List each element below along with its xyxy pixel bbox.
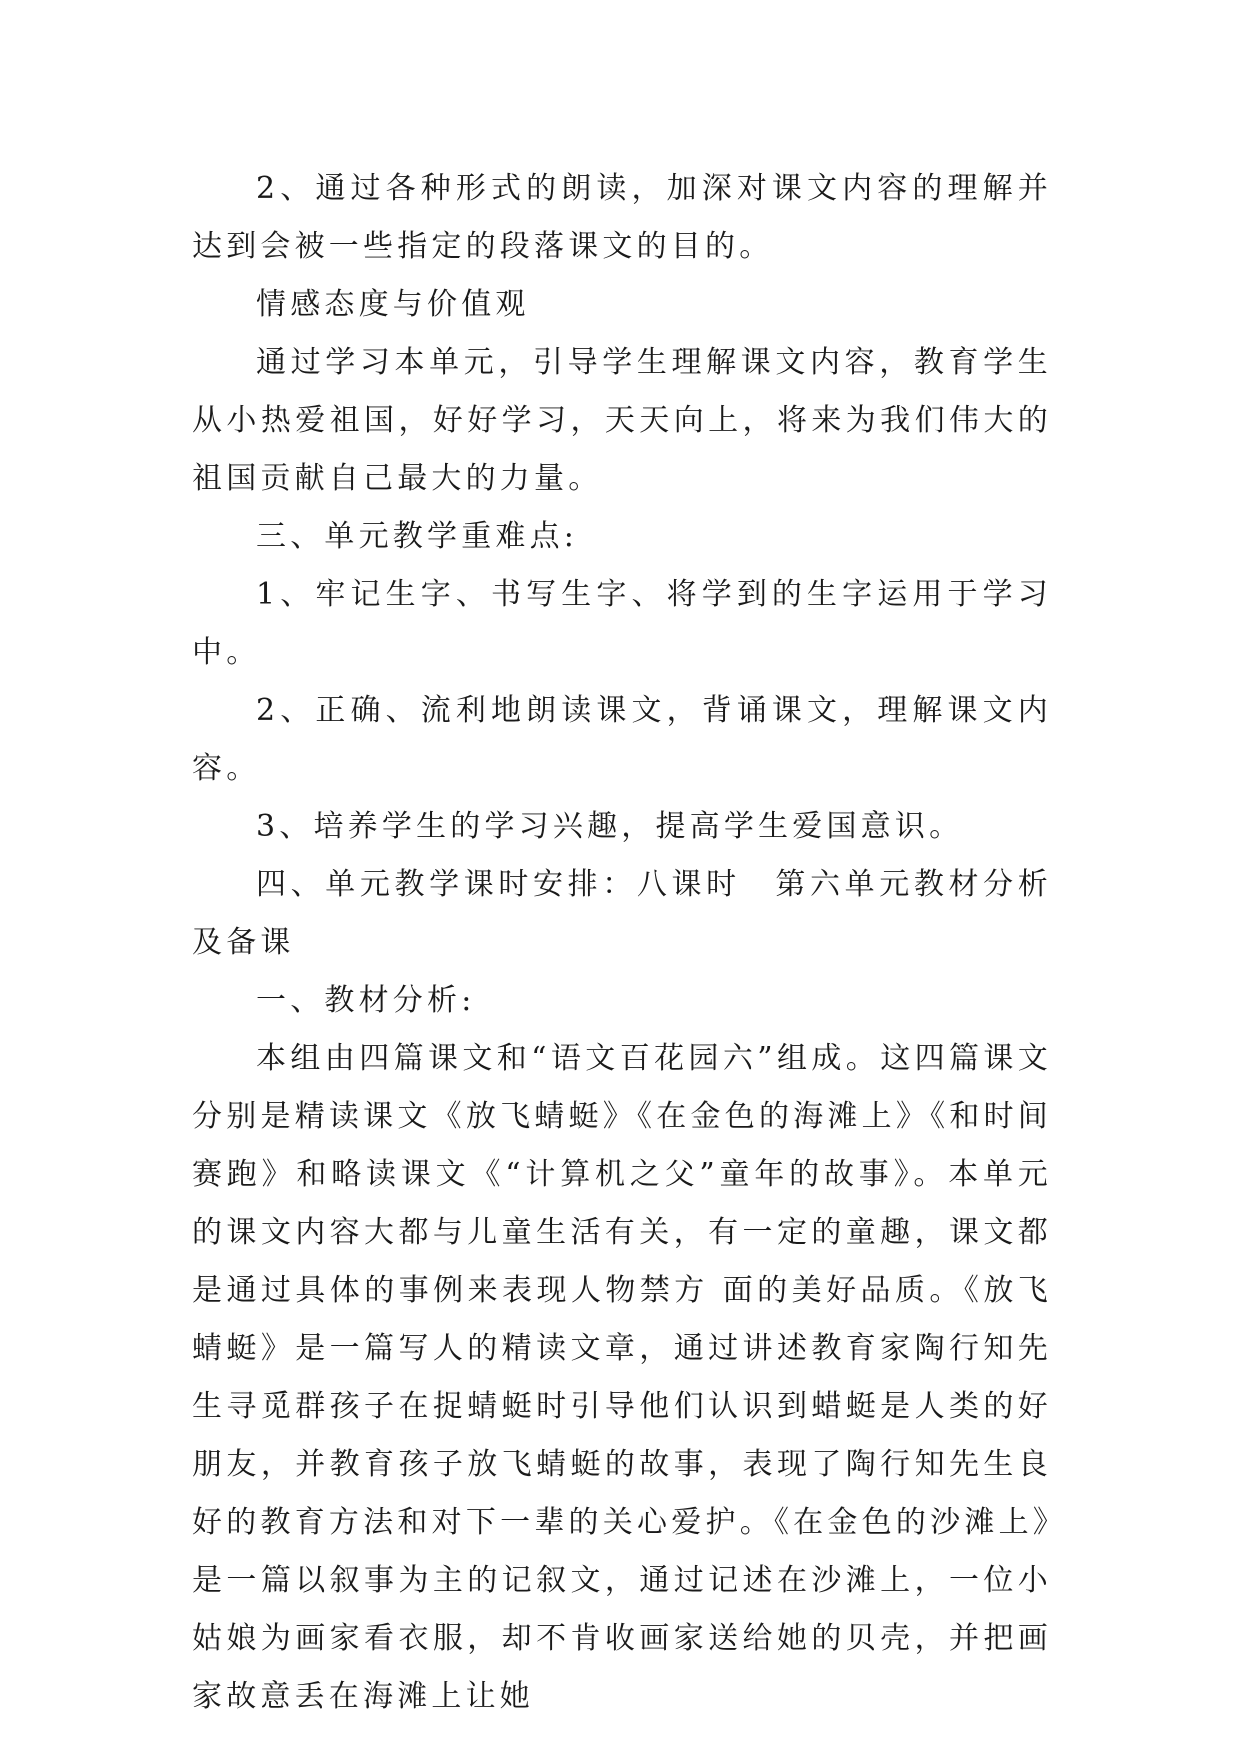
- list-item-difficulty-1: 1、牢记生字、书写生字、将学到的生字运用于学习中。: [192, 577, 1052, 670]
- document-body: [192, 160, 1052, 1726]
- list-item-difficulty-2: 2、正确、流利地朗读课文，背诵课文，理解课文内容。: [192, 693, 1052, 786]
- list-item-difficulty-3: 3、培养学生的学习兴趣，提高学生爱国意识。: [256, 809, 964, 844]
- heading-emotion-attitude-values: 情感态度与价值观: [256, 287, 530, 322]
- paragraph-objective-2: 2、通过各种形式的朗读，加深对课文内容的理解并达到会被一些指定的段落课文的目的。: [192, 171, 1052, 264]
- paragraph-emotion-goal: 通过学习本单元，引导学生理解课文内容，教育学生从小热爱祖国，好好学习，天天向上，将来为我们伟大的祖国贡献自己最大的力量。: [192, 345, 1052, 496]
- heading-key-difficulties: 三、单元教学重难点:: [256, 519, 579, 554]
- heading-lesson-schedule: 四、单元教学课时安排：八课时 第六单元教材分析及备课: [192, 867, 1052, 960]
- paragraph-textbook-analysis: 本组由四篇课文和“语文百花园六”组成。这四篇课文分别是精读课文《放飞蜻蜓》《在金色的海滩上》《和时间赛跑》和略读课文《“计算机之父”童年的故事》。本单元的课文内容大都与儿童生活有关，有一定的童趣，课文都是通过具体的事例来表现人物禁方 面的美好品质。《放飞蜻蜓》是一篇写人的精读文章，通过讲述教育家陶行知先生寻觅群孩子在捉蜻蜓时引导他们认识到蜡蜓是人类的好朋友，并教育孩子放飞蜻蜓的故事，表现了陶行知先生良好的教育方法和对下一辈的关心爱护。《在金色的沙滩上》是一篇以叙事为主的记叙文，通过记述在沙滩上，一位小姑娘为画家看衣服，却不肯收画家送给她的贝壳，并把画家故意丢在海滩上让她: [192, 1041, 1052, 1714]
- heading-textbook-analysis: 一、教材分析:: [256, 983, 476, 1018]
